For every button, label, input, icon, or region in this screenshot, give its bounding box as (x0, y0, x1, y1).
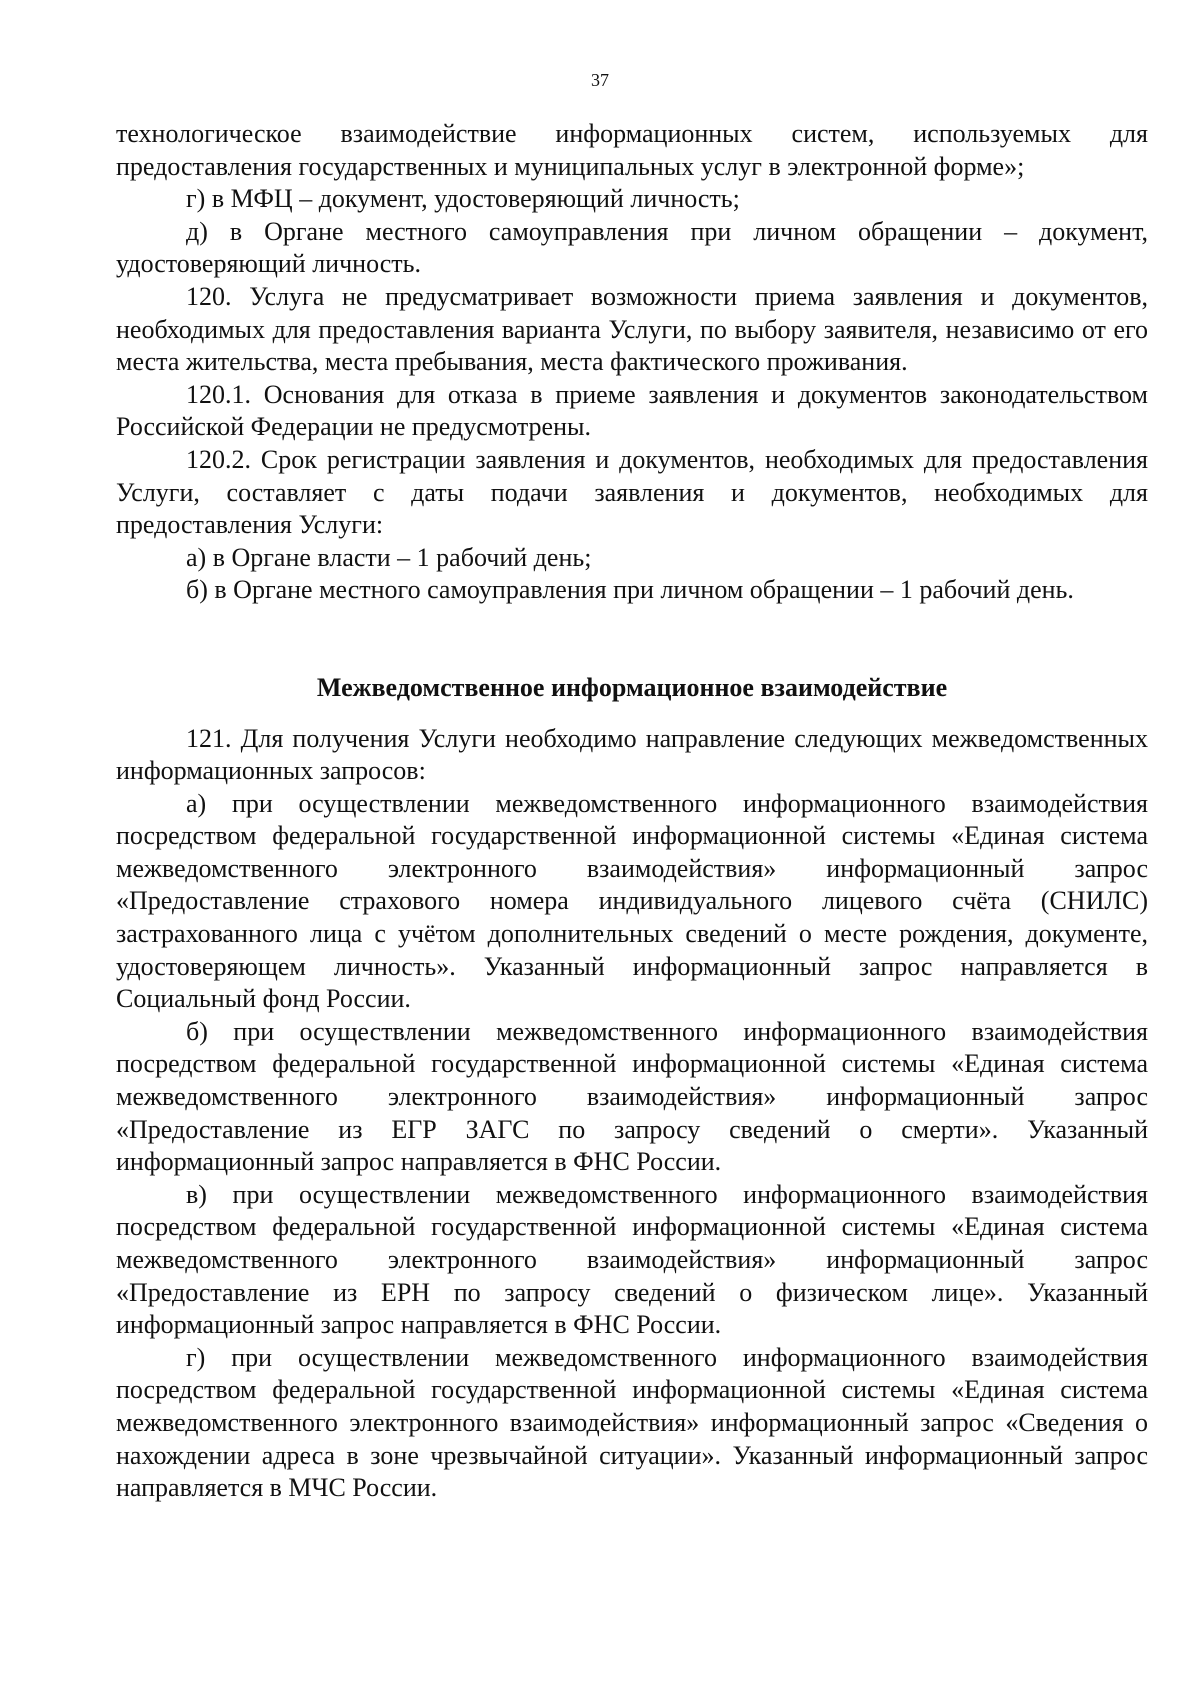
paragraph-request-b: б) при осуществлении межведомственного информационного взаимодействия посредством федеральной государственной информационной системы «Единая система межведомственного электронного взаимодействия» информационный запрос «Предоставление из ЕГР ЗАГС по запросу сведений о смерти». Указанный информационный запрос направляется в ФНС России. (116, 1016, 1148, 1177)
paragraph-continuation: технологическое взаимодействие информационных систем, используемых для предоставления государственных и муниципальных услуг в электронной форме»; (116, 119, 1148, 181)
heading-spacer (116, 705, 1148, 723)
document-body (116, 118, 1148, 1505)
section-heading: Межведомственное информационное взаимодействие (316, 672, 948, 702)
paragraph-request-v: в) при осуществлении межведомственного информационного взаимодействия посредством федеральной государственной информационной системы «Единая система межведомственного электронного взаимодействия» информационный запрос «Предоставление из ЕРН по запросу сведений о физическом лице». Указанный информационный запрос направляется в ФНС России. (116, 1179, 1148, 1340)
paragraph-item-d-local-government: д) в Органе местного самоуправления при личном обращении – документ, удостоверяющий личность. (116, 216, 1148, 279)
page-number: 37 (591, 70, 609, 90)
paragraph-121: 121. Для получения Услуги необходимо направление следующих межведомственных информационных запросов: (116, 723, 1148, 786)
paragraph-request-g: г) при осуществлении межведомственного информационного взаимодействия посредством федеральной государственной информационной системы «Единая система межведомственного электронного взаимодействия» информационный запрос «Сведения о нахождении адреса в зоне чрезвычайной ситуации». Указанный информационный запрос направляется в МЧС России. (116, 1342, 1148, 1503)
paragraph-item-b-local-government: б) в Органе местного самоуправления при личном обращении – 1 рабочий день. (186, 575, 1074, 605)
paragraph-120: 120. Услуга не предусматривает возможности приема заявления и документов, необходимых для предоставления варианта Услуги, по выбору заявителя, независимо от его места жительства, места пребывания, места фактического проживания. (116, 281, 1148, 377)
paragraph-120-2: 120.2. Срок регистрации заявления и документов, необходимых для предоставления Услуги, составляет с даты подачи заявления и документов, необходимых для предоставления Услуги: (116, 444, 1148, 540)
section-spacer (116, 607, 1148, 672)
paragraph-request-a: а) при осуществлении межведомственного информационного взаимодействия посредством федеральной государственной информационной системы «Единая система межведомственного электронного взаимодействия» информационный запрос «Предоставление страхового номера индивидуального лицевого счёта (СНИЛС) застрахованного лица с учётом дополнительных сведений о месте рождения, документе, удостоверяющем личность». Указанный информационный запрос направляется в Социальный фонд России. (116, 788, 1148, 1014)
paragraph-120-1: 120.1. Основания для отказа в приеме заявления и документов законодательством Российской Федерации не предусмотрены. (116, 379, 1148, 442)
paragraph-item-a-authority: а) в Органе власти – 1 рабочий день; (186, 542, 592, 572)
paragraph-item-g-mfc: г) в МФЦ – документ, удостоверяющий личность; (186, 184, 740, 214)
